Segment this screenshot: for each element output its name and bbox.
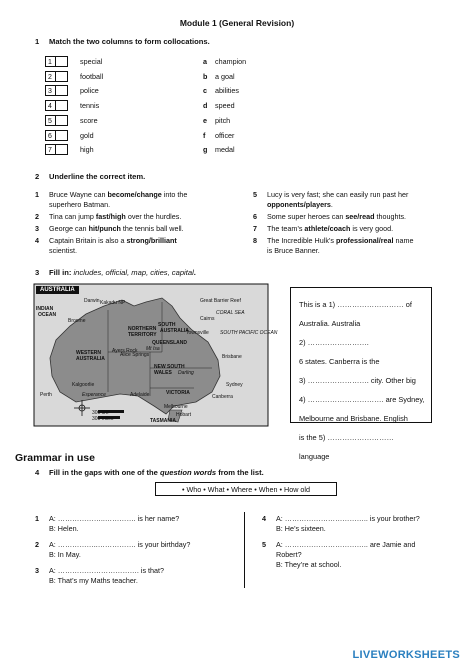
scale-miles: 300 miles xyxy=(92,416,114,422)
answer-input-box[interactable] xyxy=(56,144,68,155)
map-label: Alice Springs xyxy=(120,352,150,358)
choice-words[interactable]: strong/brilliant xyxy=(126,236,177,245)
map-label: Kalgoorlie xyxy=(72,382,95,388)
item-text: Captain Britain is also a xyxy=(49,236,127,245)
underline-item xyxy=(253,224,463,234)
answer-input-box[interactable] xyxy=(56,100,68,111)
map-label: Darling xyxy=(178,370,194,376)
gap-item xyxy=(35,540,235,560)
right-word: speed xyxy=(215,101,235,111)
map-label: WALES xyxy=(154,370,172,376)
item-text: Some super heroes can xyxy=(267,212,346,221)
item-text: is very good. xyxy=(350,224,394,233)
answer-line: B: That’s my Maths teacher. xyxy=(49,576,138,585)
map-label: OCEAN xyxy=(38,312,57,318)
right-word: medal xyxy=(215,145,235,155)
gap-item xyxy=(35,514,235,534)
column-divider xyxy=(244,512,245,588)
right-letter: g xyxy=(203,145,208,155)
map-label: Great Barrier Reef xyxy=(200,298,241,304)
choice-words[interactable]: hit/punch xyxy=(88,224,121,233)
underline-item xyxy=(35,212,245,222)
right-letter: f xyxy=(203,130,206,140)
question-line[interactable]: A: ……………………………. is that? xyxy=(49,566,165,575)
item-text: The Incredible Hulk’s xyxy=(267,236,336,245)
choice-words[interactable]: athlete/coach xyxy=(304,224,351,233)
map-label: Brisbane xyxy=(222,354,242,360)
map-label: Hobart xyxy=(176,412,192,418)
item-number: 2 xyxy=(35,540,39,549)
answer-input-box[interactable] xyxy=(56,130,68,141)
item-number: 4 xyxy=(262,514,266,523)
item-text: is Bruce Banner. xyxy=(267,246,320,255)
answer-input-box[interactable] xyxy=(56,85,68,96)
question-line[interactable]: A: …………………………….. is your brother? xyxy=(276,514,420,523)
question-words-box: • Who • What • Where • When • How old xyxy=(155,482,337,496)
map-label: Cairns xyxy=(200,316,215,322)
answer-number-box: 5 xyxy=(45,115,56,126)
scale-km: 300 km xyxy=(92,410,109,416)
answer-number-box: 7 xyxy=(45,144,56,155)
map-label: Canberra xyxy=(212,394,233,400)
underline-item xyxy=(253,236,463,256)
right-letter: e xyxy=(203,115,207,125)
gap-item xyxy=(262,540,462,570)
question-line[interactable]: A: ………………..…………. is her name? xyxy=(49,514,180,523)
right-word: abilities xyxy=(215,86,239,96)
page-title: Module 1 (General Revision) xyxy=(179,18,295,28)
item-text: George can xyxy=(49,224,89,233)
map-label: Ayers Rock xyxy=(112,348,138,354)
question-line[interactable]: A: ……………..……………. is your birthday? xyxy=(49,540,191,549)
answer-number-box: 2 xyxy=(45,71,56,82)
item-text: Bruce Wayne can xyxy=(49,190,108,199)
section-4-heading: 4 Fill in the gaps with one of the question words from the list. xyxy=(35,468,264,477)
textbox-line: 4) …………………………. are Sydney, xyxy=(299,395,425,404)
right-word: officer xyxy=(215,130,235,140)
underline-item xyxy=(253,212,463,222)
textbox-line: language xyxy=(299,452,330,461)
map-label: Melbourne xyxy=(164,404,188,410)
item-number: 6 xyxy=(253,212,257,221)
answer-input-box[interactable] xyxy=(56,71,68,82)
underline-item xyxy=(35,190,245,210)
textbox-line: Australia. Australia xyxy=(299,319,361,328)
textbox-line: 2) ……………………. xyxy=(299,338,369,347)
gap-item xyxy=(35,566,235,586)
map-label: VICTORIA xyxy=(166,390,190,396)
map-label: QUEENSLAND xyxy=(152,340,188,346)
answer-number-box: 4 xyxy=(45,100,56,111)
item-text: Tina can jump xyxy=(49,212,96,221)
answer-number-box: 6 xyxy=(45,130,56,141)
answer-line: B: In May. xyxy=(49,550,81,559)
answer-line: B: He’s sixteen. xyxy=(276,524,326,533)
choice-words[interactable]: become/change xyxy=(107,190,162,199)
map-label: Broome xyxy=(68,318,86,324)
left-word: score xyxy=(80,115,98,125)
map-label: Mt Isa xyxy=(146,346,160,352)
question-line[interactable]: A: …………………………….. are Jamie and xyxy=(276,540,416,549)
item-text: thoughts. xyxy=(374,212,407,221)
item-number: 8 xyxy=(253,236,257,245)
grammar-title: Grammar in use xyxy=(15,452,95,464)
map-label: Perth xyxy=(40,392,52,398)
answer-number-box: 3 xyxy=(45,85,56,96)
right-letter: d xyxy=(203,101,208,111)
answer-line: B: Helen. xyxy=(49,524,79,533)
reading-textbox xyxy=(290,287,432,461)
textbox-line: is the 5) ……………………… xyxy=(299,433,394,442)
item-number: 1 xyxy=(35,190,39,199)
item-text: scientist. xyxy=(49,246,77,255)
item-number: 3 xyxy=(35,566,39,575)
item-number: 7 xyxy=(253,224,257,233)
map-label: CORAL SEA xyxy=(216,310,245,316)
right-word: pitch xyxy=(215,115,231,125)
map-label: WESTERN xyxy=(76,350,101,356)
left-word: special xyxy=(80,57,103,66)
map-label: INDIAN xyxy=(36,306,54,312)
map-label: Kakadu NP xyxy=(100,300,126,306)
choice-words[interactable]: see/read xyxy=(345,212,375,221)
section-3-heading: 3 Fill in: includes, official, map, cities, capital. xyxy=(35,268,196,277)
underline-item xyxy=(35,236,245,256)
section-2-heading: 2 Underline the correct item. xyxy=(35,172,146,181)
map-label: AUSTRALIA xyxy=(76,356,105,362)
item-text: Lucy is very fast; she can easily run past her xyxy=(267,190,409,199)
choice-words[interactable]: opponents/players xyxy=(267,200,331,209)
map-label: Townsville xyxy=(186,330,209,336)
item-number: 1 xyxy=(35,514,39,523)
map-label: TERRITORY xyxy=(128,332,157,338)
map-label: SOUTH xyxy=(158,322,176,328)
underline-item xyxy=(253,190,463,210)
footer-brand: LIVEWORKSHEETS xyxy=(352,649,460,661)
textbox-line: 6 states. Canberra is the xyxy=(299,357,380,366)
item-number: 3 xyxy=(35,224,39,233)
left-word: tennis xyxy=(80,101,100,111)
choice-words[interactable]: fast/high xyxy=(95,212,126,221)
map-label: SOUTH PACIFIC OCEAN xyxy=(220,330,278,336)
item-number: 5 xyxy=(262,540,266,549)
item-text: superhero Batman. xyxy=(49,200,111,209)
textbox-line: This is a 1) ……………………… of xyxy=(299,300,412,309)
right-letter: c xyxy=(203,86,207,96)
item-text: name xyxy=(393,236,414,245)
answer-input-box[interactable] xyxy=(56,115,68,126)
question-line: Robert? xyxy=(276,550,302,559)
map-label: Sydney xyxy=(226,382,243,388)
item-text: The team’s xyxy=(267,224,305,233)
item-number: 5 xyxy=(253,190,257,199)
textbox-line: 3) ……………………. city. Other big xyxy=(299,376,416,385)
map-label: Adelaide xyxy=(130,392,150,398)
textbox-line: Melbourne and Brisbane. English xyxy=(299,414,408,423)
map-title: AUSTRALIA xyxy=(36,286,79,294)
map-label: TASMANIA xyxy=(150,418,177,424)
map-label: NORTHERN xyxy=(128,326,157,332)
answer-input-box[interactable] xyxy=(56,56,68,67)
map-label: NEW SOUTH xyxy=(154,364,185,370)
item-text: over the hurdles. xyxy=(125,212,182,221)
gap-item xyxy=(262,514,462,534)
right-word: champion xyxy=(215,57,247,66)
underline-item xyxy=(35,224,245,234)
left-word: football xyxy=(80,71,104,81)
section-1-heading: 1 Match the two columns to form collocations. xyxy=(35,37,210,46)
map-label: AUSTRALIA xyxy=(160,328,189,334)
answer-line: B: They’re at school. xyxy=(276,560,342,569)
map-label: Darwin xyxy=(84,298,100,304)
right-word: a goal xyxy=(215,71,235,81)
footer xyxy=(0,640,474,669)
left-word: gold xyxy=(80,130,94,140)
item-number: 2 xyxy=(35,212,39,221)
item-text: into the xyxy=(161,190,188,199)
answer-number-box: 1 xyxy=(45,56,56,67)
right-letter: b xyxy=(203,71,208,81)
choice-words[interactable]: professional/real xyxy=(335,236,394,245)
right-letter: a xyxy=(203,57,207,66)
item-text: . xyxy=(330,200,333,209)
item-number: 4 xyxy=(35,236,39,245)
map-label: Esperance xyxy=(82,392,106,398)
item-text: the tennis ball well. xyxy=(120,224,184,233)
left-word: police xyxy=(80,86,99,96)
left-word: high xyxy=(80,145,94,155)
